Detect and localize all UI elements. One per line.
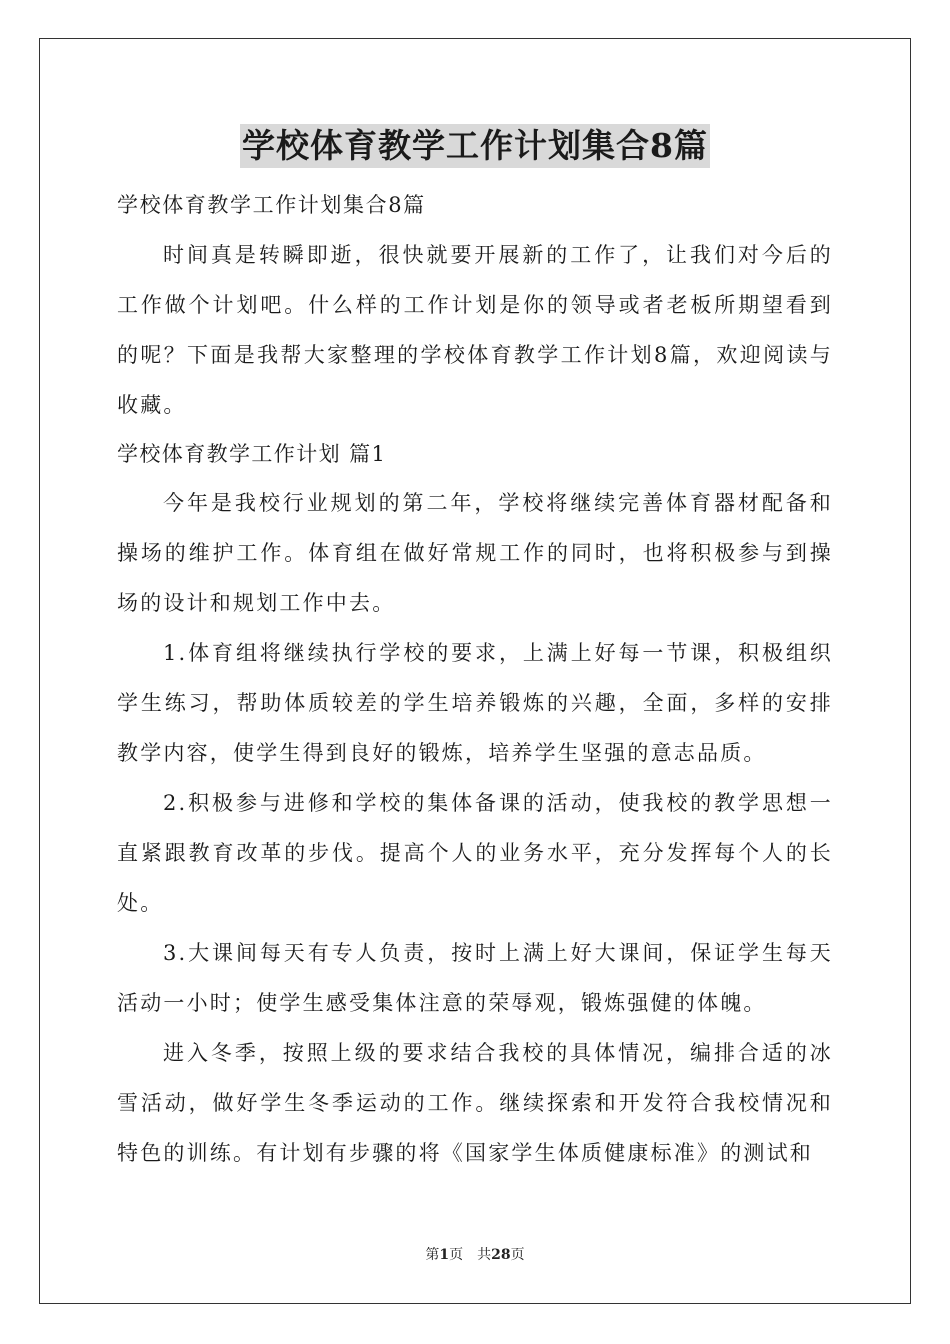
body-paragraph: 今年是我校行业规划的第二年，学校将继续完善体育器材配备和操场的维护工作。体育组在做好常规工作的同时，也将积极参与到操场的设计和规划工作中去。 [117,491,833,615]
page-suffix: 页 [510,1247,525,1263]
section-heading: 学校体育教学工作计划 篇1 [117,442,387,466]
body-paragraph: 2.积极参与进修和学校的集体备课的活动，使我校的教学思想一直紧跟教育改革的步伐。提高个人的业务水平，充分发挥每个人的长处。 [117,791,833,915]
body-paragraph: 3.大课间每天有专人负责，按时上满上好大课间，保证学生每天活动一小时；使学生感受集体注意的荣辱观，锻炼强健的体魄。 [117,941,833,1015]
page-current-number: 1 [439,1247,450,1263]
page-total-number: 28 [491,1247,511,1263]
page-prefix: 第 [425,1247,440,1263]
document-title: 学校体育教学工作计划集合8篇 [240,124,710,168]
page-mid-text: 页 共 [449,1247,492,1263]
document-body [117,180,833,1178]
title-area [0,124,950,168]
document-subtitle: 学校体育教学工作计划集合8篇 [117,193,426,217]
page-footer [0,1244,950,1264]
body-paragraph: 1.体育组将继续执行学校的要求，上满上好每一节课，积极组织学生练习，帮助体质较差的学生培养锻炼的兴趣，全面，多样的安排教学内容，使学生得到良好的锻炼，培养学生坚强的意志品质。 [117,641,833,765]
body-paragraph: 进入冬季，按照上级的要求结合我校的具体情况，编排合适的冰雪活动，做好学生冬季运动的工作。继续探索和开发符合我校情况和特色的训练。有计划有步骤的将《国家学生体质健康标准》的测试和 [117,1041,833,1165]
intro-paragraph: 时间真是转瞬即逝，很快就要开展新的工作了，让我们对今后的工作做个计划吧。什么样的工作计划是你的领导或者老板所期望看到的呢？下面是我帮大家整理的学校体育教学工作计划8篇，欢迎阅读与收藏。 [117,243,833,417]
